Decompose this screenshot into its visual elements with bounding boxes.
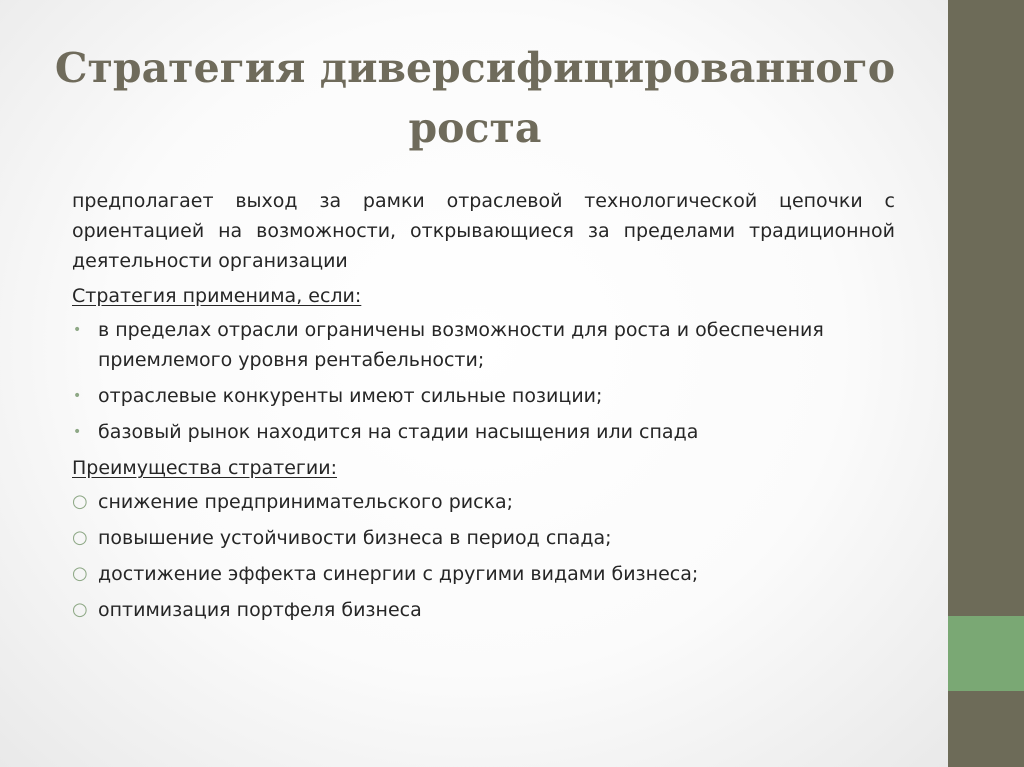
sidebar-accent-block [948,616,1024,691]
list-item [72,417,895,447]
list-item [72,487,895,517]
slide-title: Стратегия диверсифицированного роста [54,44,896,152]
list-item [72,381,895,411]
slide-body [72,186,895,631]
applicability-heading: Стратегия применима, если: [72,285,362,307]
advantages-heading: Преимущества стратегии: [72,457,337,479]
list-item-text: оптимизация портфеля бизнеса [98,599,422,621]
bullet-marker: • [73,424,82,440]
list-item-text: достижение эффекта синергии с другими видами бизнеса; [98,563,699,585]
bullet-marker: • [73,388,82,404]
bullet-marker: • [73,322,82,338]
list-item [72,595,895,625]
advantages-list [72,487,895,625]
intro-paragraph: предполагает выход за рамки отраслевой технологической цепочки с ориентацией на возможности, открывающиеся за пределами традиционной деятельности организации [72,190,895,272]
list-item-text: повышение устойчивости бизнеса в период спада; [98,527,612,549]
circle-bullet-marker: ○ [72,563,88,584]
list-item [72,315,895,375]
list-item-text: в пределах отрасли ограничены возможности для роста и обеспечения приемлемого уровня рентабельности; [98,319,824,371]
list-item [72,523,895,553]
list-item [72,559,895,589]
applicability-list [72,315,895,447]
list-item-text: снижение предпринимательского риска; [98,491,514,513]
list-item-text: базовый рынок находится на стадии насыщения или спада [98,421,699,443]
circle-bullet-marker: ○ [72,491,88,512]
circle-bullet-marker: ○ [72,599,88,620]
list-item-text: отраслевые конкуренты имеют сильные позиции; [98,385,603,407]
circle-bullet-marker: ○ [72,527,88,548]
